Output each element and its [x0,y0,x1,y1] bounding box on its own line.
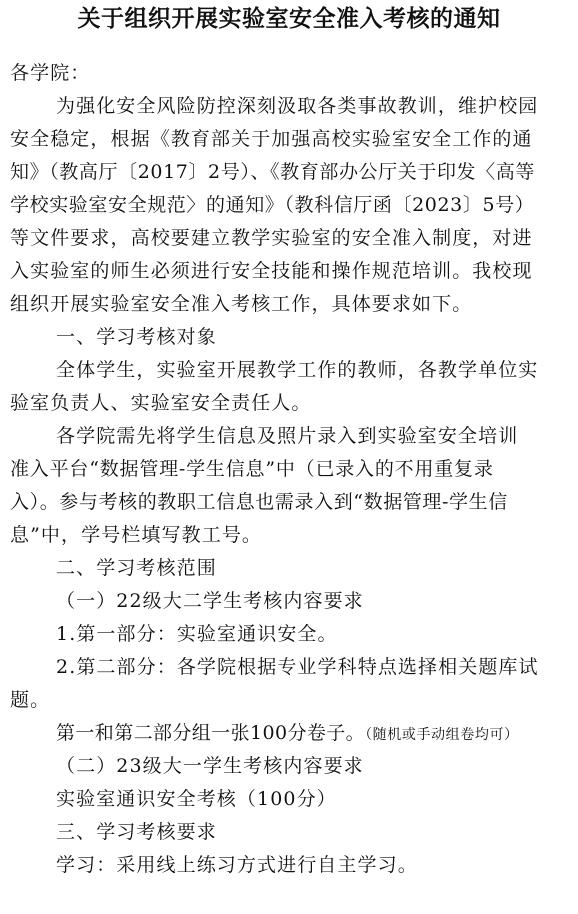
subsection-heading: （二）23级大一学生考核内容要求 [56,755,364,777]
document-title: 关于组织开展实验室安全准入考核的通知 [77,6,501,32]
salutation: 各学院： [10,62,91,84]
paragraph-line: 实验室通识安全考核（100分） [56,788,337,810]
paragraph-line: 入）。参与考核的教职工信息也需录入到“数据管理-学生信 [10,491,508,513]
paragraph-line: 为强化安全风险防控深刻汲取各类事故教训，维护校园 [56,95,539,117]
paragraph-line: 学习：采用线上练习方式进行自主学习。 [56,854,418,876]
paragraph-line: 学校实验室安全规范〉的通知》（教科信厅函〔2023〕5号） [10,194,535,216]
paper-composition-note: （随机或手动组卷均可） [365,727,519,743]
subsection-heading: （一）22级大二学生考核内容要求 [56,590,364,612]
paragraph-line: 息”中，学号栏填写教工号。 [10,524,263,546]
paper-composition-text: 第一和第二部分组一张100分卷子。 [56,722,366,744]
paragraph-line: 安全稳定，根据《教育部关于加强高校实验室安全工作的通 [10,128,533,150]
paragraph-line: 知》（教高厅〔2017〕2号）、《教育部办公厅关于印发〈高等 [10,161,535,183]
paragraph-line: 各学院需先将学生信息及照片录入到实验室安全培训 [56,425,519,447]
paragraph-line: 全体学生，实验室开展教学工作的教师，各教学单位实 [56,359,539,381]
section-heading: 三、学习考核要求 [56,821,217,843]
list-item: 1.第一部分：实验室通识安全。 [56,623,338,645]
paragraph-line: 等文件要求，高校要建立教学实验室的安全准入制度，对进 [10,227,533,249]
section-heading: 二、学习考核范围 [56,557,217,579]
paragraph-line: 准入平台“数据管理-学生信息”中（已录入的不用重复录 [10,458,494,480]
list-item-continuation: 题。 [10,689,51,711]
paragraph-line: 组织开展实验室安全准入考核工作，具体要求如下。 [10,293,473,315]
list-item: 2.第二部分：各学院根据专业学科特点选择相关题库试 [56,656,539,678]
paragraph-line [56,718,519,750]
section-heading: 一、学习考核对象 [56,326,217,348]
paragraph-line: 验室负责人、实验室安全责任人。 [10,392,312,414]
paragraph-line: 入实验室的师生必须进行安全技能和操作规范培训。我校现 [10,260,533,282]
